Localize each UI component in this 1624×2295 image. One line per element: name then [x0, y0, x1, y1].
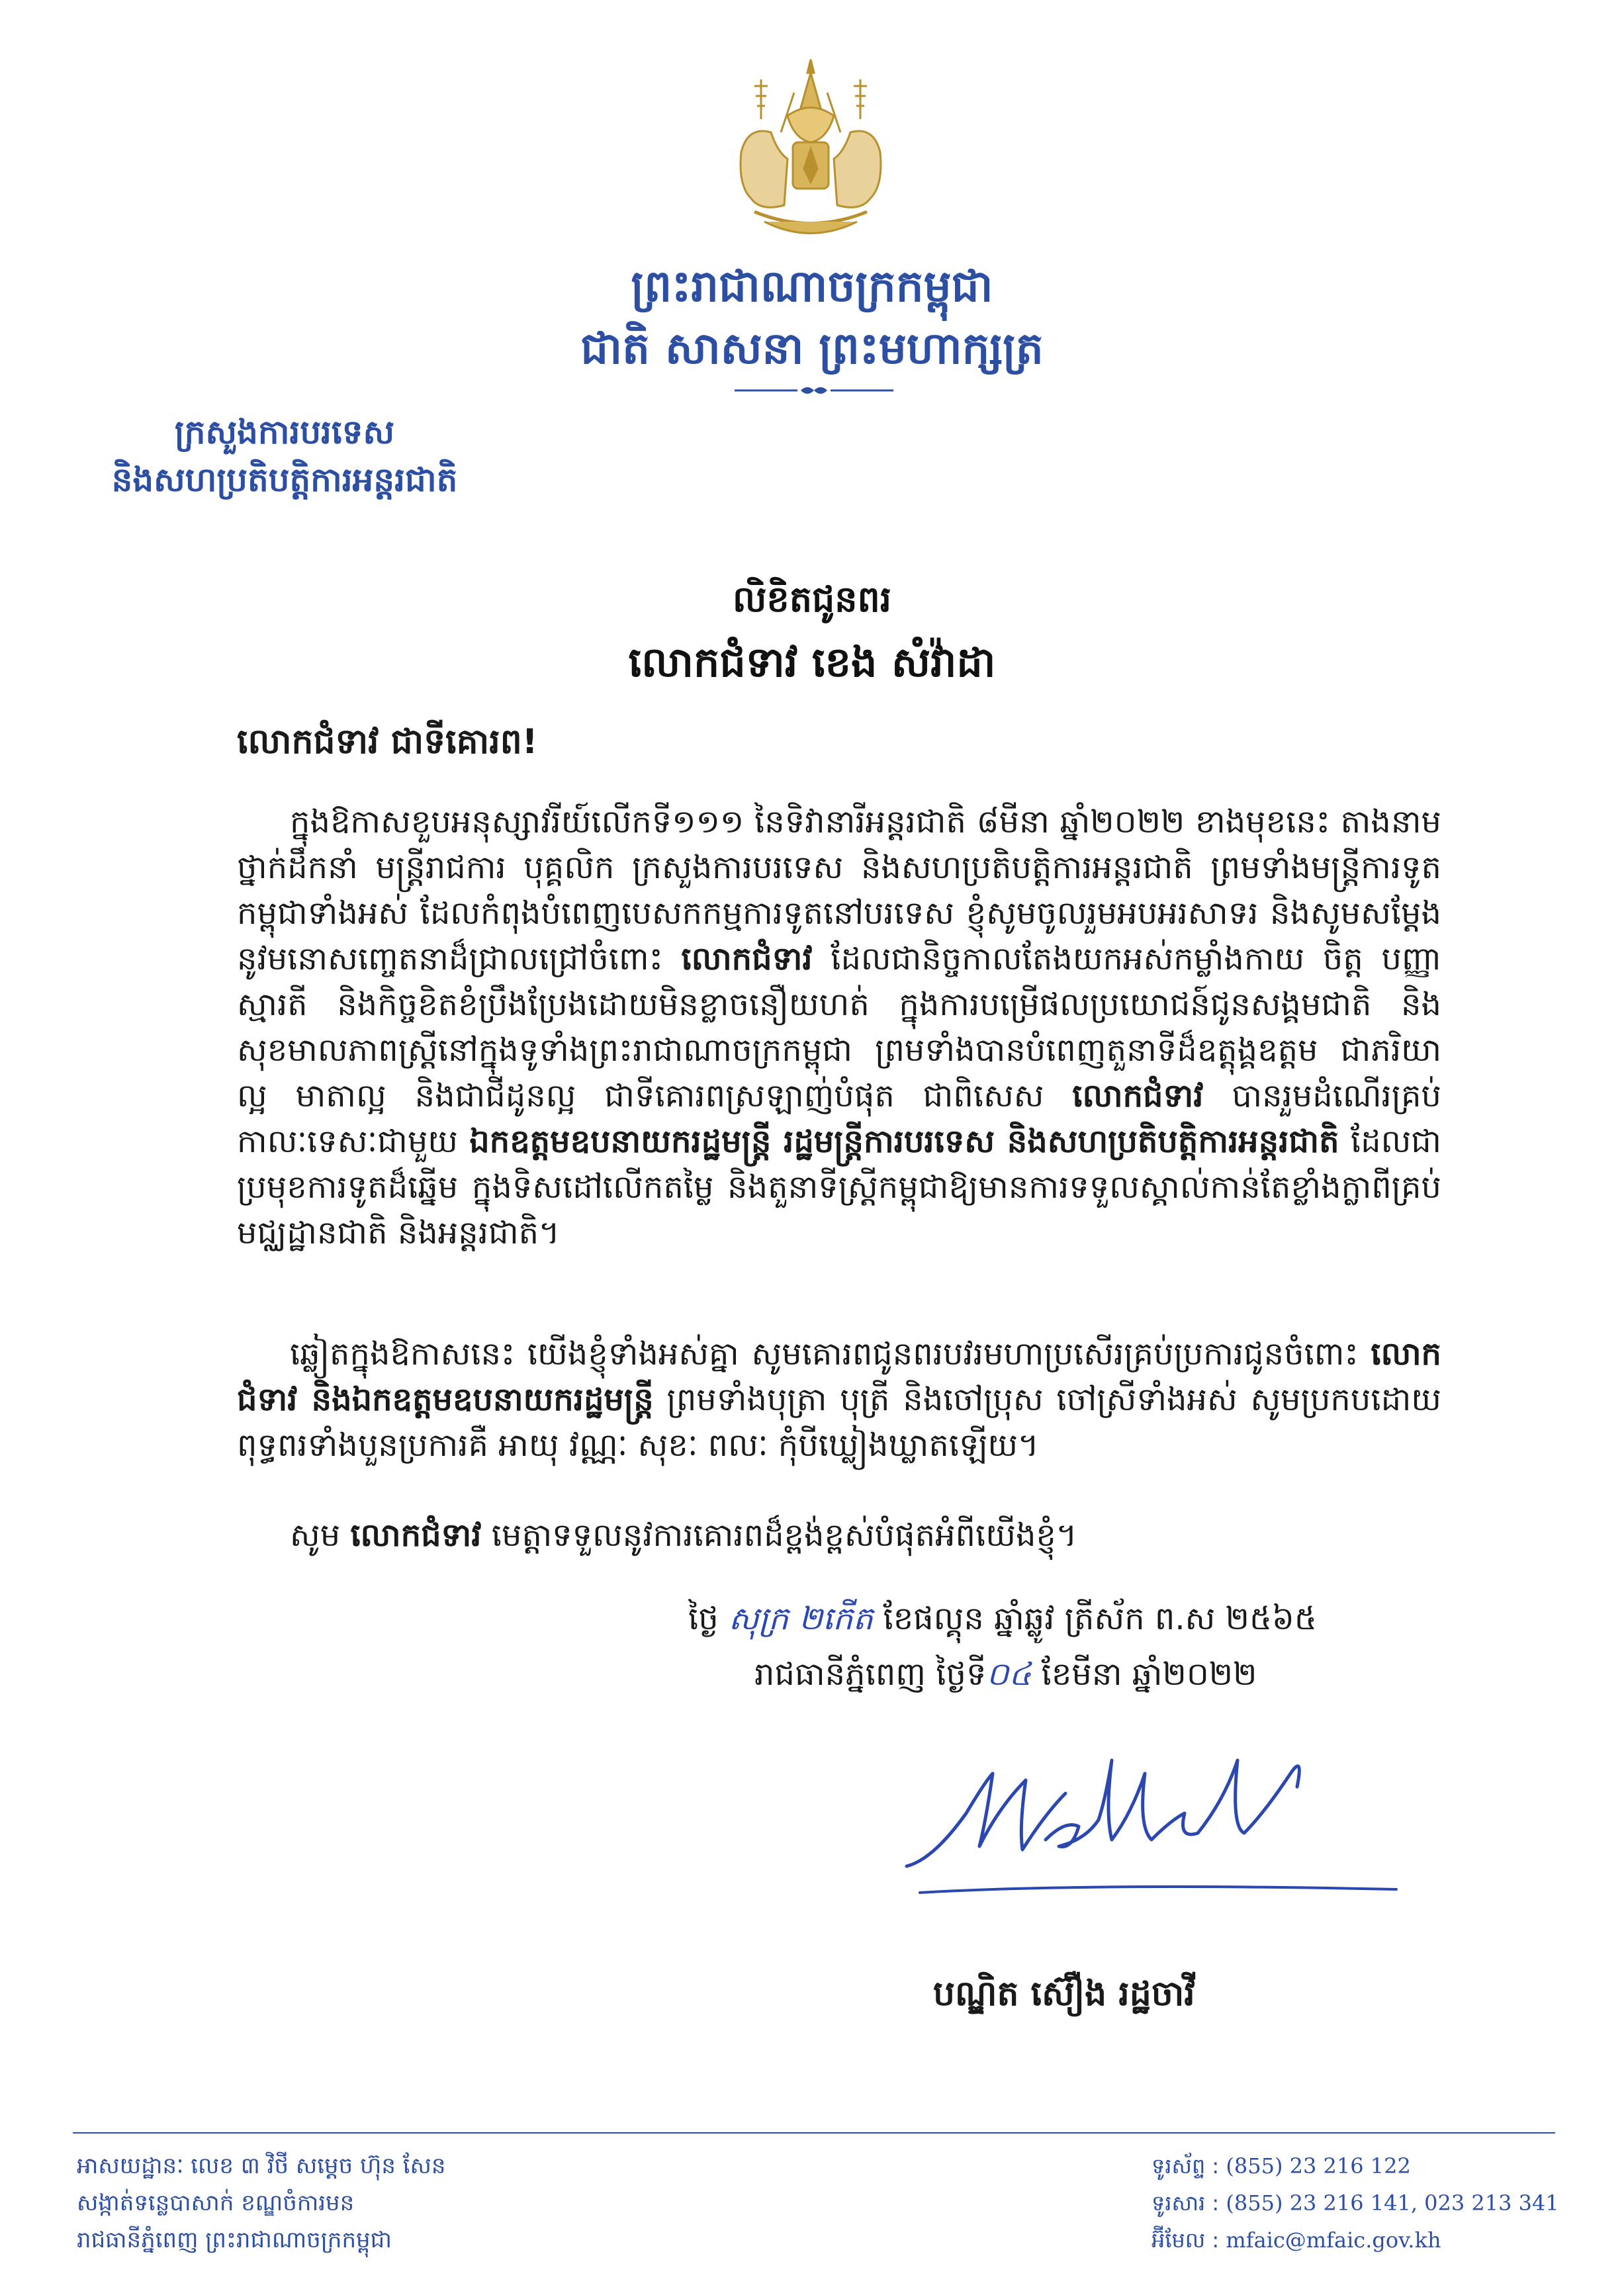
email-value[interactable]: mfaic@mfaic.gov.kh: [1226, 2228, 1441, 2253]
national-motto: ជាតិ សាសនា ព្រះមហាក្សត្រ: [580, 323, 1044, 374]
body-paragraph-2: [237, 1331, 1441, 1468]
email-row: [1151, 2222, 1559, 2259]
signer-name: បណ្ឌិត ស៊ឿង រដ្ឋចាវី: [933, 1974, 1195, 2014]
p1-text-e: បានរួមដំណើរគ្រប់កាលៈទេសៈជាមួយ: [237, 1077, 1441, 1160]
fax-row: [1151, 2184, 1559, 2222]
phone-value: (855) 23 216 122: [1226, 2153, 1411, 2179]
body-paragraph-3: [237, 1513, 1441, 1558]
p1-text-a: ក្នុងឱកាសខួបអនុស្សាវរីយ៍លើកទី១១១ នៃទិវានារីអន្តរជាតិ ៨មីនា ឆ្នាំ២០២២ ខាងមុខនេះ តាងនាមថ្នាក់ដឹកនាំ មន្ត្រីរាជការ បុគ្គលិក ក្រសួងការបរទេស និងសហប្រតិបត្តិការអន្តរជាតិ ព្រមទាំងមន្ត្រីការទូតកម្ពុជាទាំងអស់ ដែលកំពុងបំពេញបេសកកម្មការទូតនៅបរទេស ខ្ញុំសូមចូលរួមអបអរសាទរ និងសូមសម្ដែងនូវមនោសញ្ចេតនាដ៏ជ្រាលជ្រៅចំពោះ: [237, 803, 1441, 977]
footer-contacts: [1151, 2147, 1559, 2259]
lunar-date-prefix: ថ្ងៃ: [688, 1600, 719, 1637]
royal-coat-of-arms-icon: [715, 53, 907, 251]
letter-recipient: លោកជំទាវ ខេង សំវ៉ាដា: [628, 638, 996, 686]
body-paragraph-1: [237, 799, 1441, 1256]
lunar-date-handwritten: សុក្រ ២កើត: [728, 1600, 874, 1637]
p1-bold-d: លោកជំទាវ: [1072, 1077, 1204, 1114]
letter-title: លិខិតជូនពរ: [733, 578, 891, 620]
p1-bold-b: លោកជំទាវ: [681, 940, 813, 977]
ministry-name-line2: និងសហប្រតិបត្តិការអន្តរជាតិ: [111, 461, 458, 499]
solar-date-prefix: រាជធានីភ្នំពេញ ថ្ងៃទី: [754, 1656, 987, 1693]
p3-bold-b: លោកជំទាវ: [350, 1517, 482, 1554]
p1-text-c: ដែលជានិច្ចកាលតែងយកអស់កម្លាំងកាយ ចិត្ត បញ្ញា ស្មារតី និងកិច្ចខិតខំប្រឹងប្រែងដោយមិនខ្លាចនឿយហត់ ក្នុងការបម្រើផលប្រយោជន៍ជូនសង្គមជាតិ និងសុខមាលភាពស្ត្រីនៅក្នុងទូទាំងព្រះរាជាណាចក្រកម្ពុជា ព្រមទាំងបានបំពេញតួនាទីដ៏ឧត្តុង្គឧត្តម ជាភរិយាល្អ មាតាល្អ និងជាជីដូនល្អ ជាទីគោរពស្រឡាញ់បំផុត ជាពិសេស: [237, 940, 1441, 1114]
solar-date-handwritten: ០៤: [986, 1656, 1032, 1693]
p3-text-c: មេត្តាទទួលនូវការគោរពដ៏ខ្ពង់ខ្ពស់បំផុតអំពីយើងខ្ញុំ។: [491, 1517, 1077, 1554]
fax-value: (855) 23 216 141, 023 213 341: [1226, 2190, 1559, 2216]
p2-bold-b: លោកជំទាវ និងឯកឧត្តមឧបនាយករដ្ឋមន្ត្រី: [237, 1335, 1441, 1418]
salutation: លោកជំទាវ ជាទីគោរព!: [237, 722, 538, 762]
solar-date-rest: ខែមីនា ឆ្នាំ២០២២: [1041, 1656, 1257, 1693]
fax-label: ទូរសារ :: [1151, 2190, 1220, 2216]
email-label: អ៊ីមែល :: [1151, 2228, 1220, 2253]
footer-address: [77, 2147, 446, 2259]
lunar-date-rest: ខែផល្គុន ឆ្នាំឆ្លូវ ត្រីស័ក ព.ស ២៥៦៥: [883, 1600, 1317, 1637]
phone-row: [1151, 2147, 1559, 2184]
phone-label: ទូរស័ព្ទ :: [1151, 2153, 1220, 2179]
p3-text-a: សូម: [290, 1517, 341, 1554]
ministry-name: ក្រសួងការបរទេស: [174, 413, 395, 451]
kingdom-name: ព្រះរាជាណាចក្រកម្ពុជា: [631, 261, 993, 312]
p1-text-g: ដែលជាប្រមុខការទូតដ៏ឆ្នើម ក្នុងទិសដៅលើកតម្លៃ និងតួនាទីស្ត្រីកម្ពុជាឱ្យមានការទទួលស្គាល់កាន់តែខ្លាំងក្លាពីគ្រប់មជ្ឈដ្ឋានជាតិ និងអន្តរជាតិ។: [237, 1123, 1441, 1251]
address-line-1: អាសយដ្ឋានៈ លេខ ៣ វិថី សម្តេច ហ៊ុន សែន: [77, 2153, 446, 2179]
address-line-3: រាជធានីភ្នំពេញ ព្រះរាជាណាចក្រកម្ពុជា: [77, 2227, 392, 2253]
lunar-date: [688, 1599, 1317, 1645]
p2-text-a: ឆ្លៀតក្នុងឱកាសនេះ យើងខ្ញុំទាំងអស់គ្នា សូមគោរពជូនពរបវរមហាប្រសើរគ្រប់ប្រការជូនចំពោះ: [290, 1335, 1359, 1372]
ornament-divider-icon: [735, 382, 893, 398]
solar-date: [754, 1654, 1257, 1701]
footer-divider: [73, 2132, 1555, 2134]
p1-bold-f: ឯកឧត្តមឧបនាយករដ្ឋមន្ត្រី រដ្ឋមន្ត្រីការបរទេស និងសហប្រតិបត្តិការអន្តរជាតិ: [469, 1123, 1339, 1160]
address-line-2: សង្កាត់ទន្លេបាសាក់ ខណ្ឌចំការមន: [77, 2190, 355, 2216]
p2-text-c: ព្រមទាំងបុត្រា បុត្រី និងចៅប្រុស ចៅស្រីទាំងអស់ សូមប្រកបដោយពុទ្ធពរទាំងបួនប្រការគឺ អាយុ វណ្ណៈ សុខៈ ពលៈ កុំបីឃ្លៀងឃ្លាតឡើយ។: [237, 1381, 1441, 1464]
handwritten-signature-icon: [893, 1734, 1410, 1919]
